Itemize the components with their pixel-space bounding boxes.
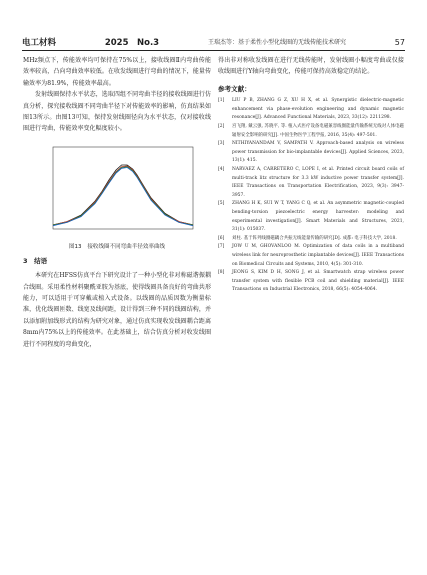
- reference-item: [218, 243, 404, 269]
- reference-number: [3]: [218, 141, 225, 147]
- reference-text: 刘柱. 基于阵列线圈磁耦合共振无线能量传输的研究[D]. 成都: 电子科技大学, 2018.: [232, 235, 397, 241]
- caption-number: 图13: [68, 243, 82, 250]
- reference-item: [218, 166, 404, 200]
- plot-frame: [53, 147, 193, 229]
- reference-item: [218, 235, 404, 244]
- reference-number: [8]: [218, 270, 225, 276]
- reference-text: JOW U M, GHOVANLOO M. Optimization of data coils in a multiband wireless link for neuroprosthetic implantable devices[J]. IEEE Transactions on Biomedical Circuits and Systems, 2010, 4(5): 301-310.: [232, 244, 404, 267]
- reference-text: JEONG S, KIM D H, SONG J, et al. Smartwatch strap wireless power transfer system with flexible PCB coil and shielding material[J]. IEEE Transactions on Industrial Electronics, 2018, 66(5): 4054-4064.: [232, 270, 404, 293]
- running-title: 王瑞杰等：基于柔性小型化线圈的无线传能技术研究: [207, 39, 346, 46]
- reference-text: 宫飞翔, 戴云强, 苏晓平, 等. 植入式医疗设备电磁兼容线圈能量传输系统无线对人体电磁辐射安全影响的研究[J]. 中国生物医学工程学报, 2016, 35(4): 497-501.: [232, 124, 404, 138]
- paragraph: MHz频点下，传能效率均可保持在75%以上，接收线圈Ⅱ内弯曲传能效率较高，凸向弯曲效率较低。在收发线圈进行弯曲的情况下，能量传输效率为81.9%，传能效率最高。: [23, 57, 211, 87]
- efficiency-chart: [23, 141, 211, 241]
- reference-number: [2]: [218, 124, 225, 129]
- reference-number: [1]: [218, 98, 225, 104]
- journal-name: 电工材料: [22, 38, 57, 48]
- series-line-4: [53, 167, 193, 225]
- paragraph: 本研究在HFSS仿真平台下研究设计了一种小型化非对称磁谐振耦合线圈。采用柔性材料聚酰亚胺为基底，使得线圈具备良好的弯曲共形能力，可以适用于可穿戴或植入式设备。以线圈的品质因数为衡量标准，优化线圈匝数、线宽及线间距，设计得到三种不同的线圈结构，并以添加附加线形式的结构为研究对象，通过仿真实现收发线圈耦合距离8mm内75%以上的传能效率。在此基础上，结合仿真分析对收发线圈进行不同程度的弯曲变化，: [23, 272, 211, 348]
- paragraph: 得出非对称收发线圈在进行无线传能时，发射线圈小幅度弯曲或仅接收线圈进行Y轴向弯曲变化，传能可保持高效稳定的结论。: [218, 57, 404, 76]
- page-number: 57: [394, 38, 405, 47]
- caption-text: 接收线圈不同弯曲半径效率曲线: [87, 243, 166, 250]
- reference-number: [6]: [218, 235, 225, 241]
- reference-item: [218, 140, 404, 166]
- reference-number: [5]: [218, 201, 225, 207]
- reference-text: ZHANG H K, SUI W T, YANG C Q, et al. An asymmetric magnetic-coupled bending-torsion piezoelectric energy harvester: modeling and experimental investigation[J]. Smart Materials and Structures, 2021, 31(1): 015037.: [232, 201, 404, 233]
- reference-item: [218, 269, 404, 295]
- journal-issue: 2025 No.3: [104, 38, 160, 48]
- references-title: 参考文献：: [218, 84, 251, 93]
- reference-text: NARVAEZ A, CARRETERO C, LOPE I, et al. Printed circuit board coils of multi-track litz structure for 3.3 kW inductive power transfer system[J]. IEEE Transactions on Transportation Electrification, 2023, 9(3): 3947-3957.: [232, 166, 404, 198]
- reference-text: LIU P B, ZHANG G Z, XU H X, et al. Synergistic dielectric-magnetic enhancement via phase-evolution engineering and dynamic magnetic resonance[J]. Advanced Functional Materials, 2023, 33(12): 2211298.: [232, 98, 404, 121]
- series-line-2: [53, 166, 193, 225]
- right-column: [218, 55, 404, 295]
- reference-number: [7]: [218, 244, 225, 250]
- series-line-1: [53, 165, 193, 225]
- reference-item: [218, 123, 404, 140]
- series-line-3: [53, 167, 193, 225]
- reference-number: [4]: [218, 166, 225, 172]
- figure-13: [23, 141, 211, 252]
- left-column: [23, 55, 211, 350]
- reference-text: NITHIYANANDAM V, SAMPATH V. Approach-based analysis on wireless power transmission for bio-implantable devices[J]. Applied Sciences, 2023, 13(1): 415.: [232, 141, 404, 164]
- reference-item: [218, 200, 404, 234]
- page-header: [22, 34, 405, 51]
- figure-caption: [23, 243, 211, 252]
- reference-list: [218, 97, 404, 295]
- paragraph: 发射线圈保持水平状态，选取四组不同弯曲半径的接收线圈进行仿真分析，探究接收线圈不同弯曲半径下对传能效率的影响，仿真结果如图13所示。由图13可知，保持发射线圈径向为水平状态，仅对接收线圈进行弯曲，传能效率变化幅度较小。: [23, 91, 211, 133]
- section-title: 3 结语: [23, 256, 48, 265]
- reference-item: [218, 97, 404, 123]
